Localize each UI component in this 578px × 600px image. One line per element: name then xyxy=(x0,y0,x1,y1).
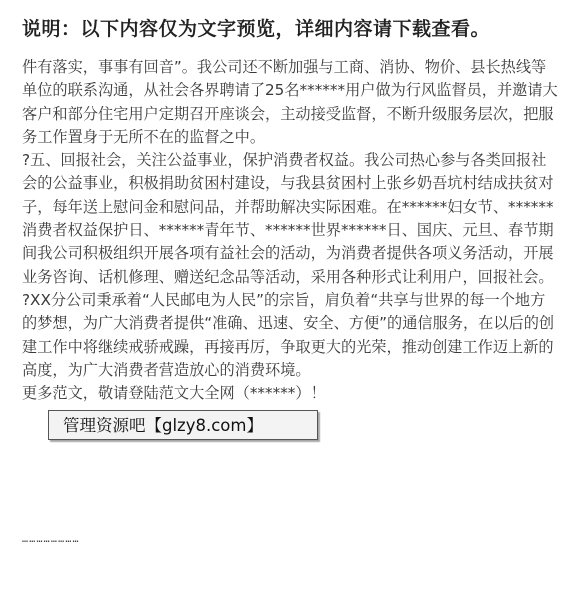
paragraph-supervision: 件有落实，事事有回音”。我公司还不断加强与工商、消协、物价、县长热线等单位的联系沟通，从社会各界聘请了25名******用户做为行风监督员，并邀请大客户和部分住宅用户定期召开座谈会，主动接受监督，不断升级服务层次，把服务工作置身于无所不在的监督之中。 xyxy=(22,58,558,146)
preview-notice: 说明：以下内容仅为文字预览，详细内容请下载查看。 xyxy=(22,18,491,40)
paragraph-mission: ?XX分公司秉承着“人民邮电为人民”的宗旨，肩负着“共享与世界的每一个地方的梦想，为广大消费者提供“准确、迅速、安全、方便”的通信服务，在以后的创建工作中将继续戒骄戒躁，再接再厉，争取更大的光荣，推动创建工作迈上新的高度，为广大消费者营造放心的消费环境。 xyxy=(22,290,555,379)
paragraph-more-link: 更多范文，敬请登陆范文大全网（******）！ xyxy=(22,384,326,403)
watermark-badge: 管理资源吧【glzy8.com】 xyxy=(48,410,318,440)
document-body xyxy=(22,56,560,405)
paragraph-public-welfare: ?五、回报社会，关注公益事业，保护消费者权益。我公司热心参与各类回报社会的公益事业，积极捐助贫困村建设，与我县贫困村上张乡奶吾坑村结成扶贫对子，每年送上慰问金和慰问品，并帮助解决实际困难。在******妇女节、******消费者权益保护日、******青年节、******世界******日、国庆、元旦、春节期间我公司积极组织开展各项有益社会的活动，为消费者提供各项义务活动，开展业务咨询、话机修理、赠送纪念品等活动，采用各种形式让利用户，回报社会。 xyxy=(22,151,554,286)
ellipsis-divider: …………………… xyxy=(22,534,80,545)
